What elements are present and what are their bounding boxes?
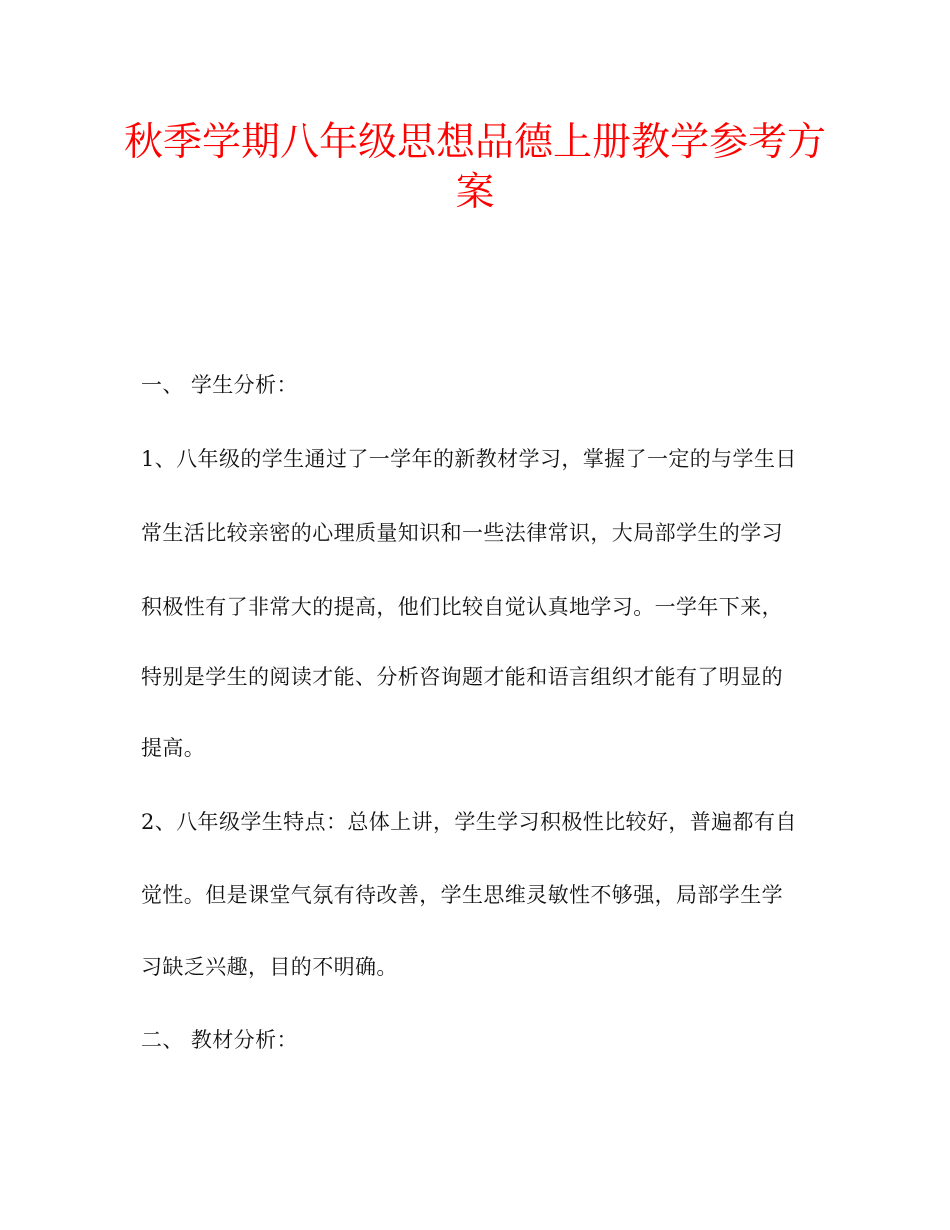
paragraph-line: 2、八年级学生特点：总体上讲，学生学习积极性比较好，普遍都有自 [141, 810, 797, 834]
paragraph-line: 觉性。但是课堂气氛有待改善，学生思维灵敏性不够强，局部学生学 [141, 883, 783, 907]
paragraph-line: 提高。 [141, 736, 206, 760]
paragraph-line: 1、八年级的学生通过了一学年的新教材学习，掌握了一定的与学生日 [141, 447, 797, 471]
document-title [100, 118, 850, 218]
title-line-1: 秋季学期八年级思想品德上册教学参考方 [123, 120, 826, 165]
paragraph-line: 积极性有了非常大的提高，他们比较自觉认真地学习。一学年下来， [141, 595, 783, 619]
paragraph-line: 常生活比较亲密的心理质量知识和一些法律常识，大局部学生的学习 [141, 521, 783, 545]
paragraph-line: 习缺乏兴趣，目的不明确。 [141, 955, 398, 979]
paragraph-line: 特别是学生的阅读才能、分析咨询题才能和语言组织才能有了明显的 [141, 665, 783, 689]
section-heading-student-analysis: 一、 学生分析： [141, 373, 298, 397]
title-line-2: 案 [455, 170, 495, 215]
section-heading-textbook-analysis: 二、 教材分析： [141, 1028, 298, 1052]
